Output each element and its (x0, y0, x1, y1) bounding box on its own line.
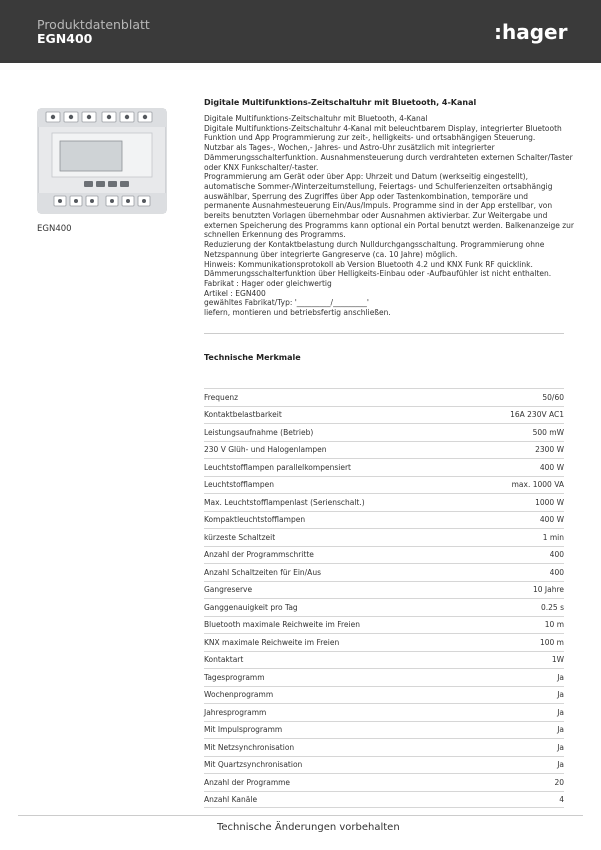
description-line: Hinweis: Kommunikationsprotokoll ab Version Bluetooth 4.2 und KNX Funk RF quicklink. (204, 259, 533, 269)
spec-label: Max. Leuchtstofflampenlast (Serienschalt.) (204, 497, 365, 507)
section-divider (204, 333, 564, 334)
description-line: auswählbar, Sperrung des Zugriffes über App oder Tastenkombination, temporäre und (204, 191, 529, 201)
spec-value: 50/60 (542, 392, 564, 402)
spec-value: Ja (557, 725, 564, 735)
spec-row (204, 703, 564, 721)
spec-label: Kompaktleuchtstofflampen (204, 515, 306, 525)
spec-row (204, 493, 564, 511)
spec-value: 1W (551, 655, 564, 665)
header-subtitle: Produktdatenblatt (37, 17, 150, 32)
header-title: EGN400 (37, 31, 93, 46)
spec-value: 4 (559, 794, 564, 804)
spec-label: Mit Quartzsynchronisation (204, 760, 303, 770)
description-title: Digitale Multifunktions-Zeitschaltuhr mit Bluetooth, 4-Kanal (204, 98, 477, 107)
description-line: Reduzierung der Kontaktbelastung durch Nulldurchgangsschaltung. Programmierung ohne (204, 240, 545, 250)
spec-row (204, 756, 564, 774)
description-line: Nutzbar als Tages-, Wochen,- Jahres- und Astro-Uhr zusätzlich mit integrierter (204, 143, 495, 153)
description-line: Dämmerungsschalterfunktion. Ausnahmensteuerung durch verdrahteten externen Schalter/Taster (204, 152, 573, 162)
description-line: bereits benutzten Vorlagen übernehmbar oder Ausnahmen aktivierbar. Zur Weitergabe und (204, 211, 548, 221)
product-caption: EGN400 (37, 224, 72, 234)
spec-label: Frequenz (204, 392, 239, 402)
technical-title: Technische Merkmale (204, 353, 301, 362)
spec-row (204, 528, 564, 546)
spec-label: Jahresprogramm (204, 707, 267, 717)
spec-value: 10 Jahre (532, 585, 564, 595)
spec-label: Bluetooth maximale Reichweite im Freien (204, 620, 360, 630)
spec-value: 1 min (542, 532, 564, 542)
description-line: Fabrikat : Hager oder gleichwertig (204, 278, 332, 288)
spec-row (204, 476, 564, 494)
description-line: liefern, montieren und betriebsfertig anschließen. (204, 308, 391, 318)
spec-label: Anzahl Kanäle (204, 794, 258, 804)
spec-row (204, 616, 564, 634)
product-description (204, 98, 574, 318)
spec-row (204, 773, 564, 791)
svg-text::hager: :hager (494, 20, 568, 44)
spec-value: Ja (557, 760, 564, 770)
description-line: Artikel : EGN400 (204, 288, 266, 298)
spec-value: Ja (557, 672, 564, 682)
spec-label: Leuchtstofflampen (204, 480, 274, 490)
spec-value: 400 (549, 567, 564, 577)
description-text (204, 114, 574, 318)
description-line: automatische Sommer-/Winterzeitumstellung, Feiertags- und Schulferienzeiten ortsabhängig (204, 181, 553, 191)
description-line: Programmierung am Gerät oder über App: Uhrzeit und Datum (werkseitig eingestellt), (204, 172, 528, 182)
footer-note: Technische Änderungen vorbehalten (217, 822, 400, 833)
spec-label: Anzahl der Programmschritte (204, 550, 314, 560)
spec-row (204, 423, 564, 441)
spec-label: Gangreserve (204, 585, 253, 595)
spec-value: 0.25 s (541, 602, 564, 612)
description-line: schnellen Erkennung des Programms. (204, 230, 346, 240)
spec-row (204, 651, 564, 669)
spec-value: 20 (554, 777, 564, 787)
spec-row (204, 388, 564, 406)
spec-row (204, 458, 564, 476)
description-line: gewähltes Fabrikat/Typ: '_________/_________' (204, 298, 369, 308)
spec-value: Ja (557, 707, 564, 717)
description-line: Funktion und App Programmierung zur zeit-, helligkeits- und ortsabhängigen Steuerung. (204, 133, 536, 143)
spec-label: Anzahl Schaltzeiten für Ein/Aus (204, 567, 321, 577)
spec-value: 2300 W (535, 445, 564, 455)
spec-row (204, 668, 564, 686)
spec-value: 500 mW (532, 427, 564, 437)
spec-row (204, 546, 564, 564)
spec-value: 16A 230V AC1 (510, 410, 564, 420)
spec-label: Anzahl der Programme (204, 777, 291, 787)
spec-row (204, 721, 564, 739)
spec-value: 100 m (539, 637, 564, 647)
spec-row (204, 563, 564, 581)
spec-value: 1000 W (535, 497, 564, 507)
footer-divider (18, 815, 583, 816)
spec-label: Leistungsaufnahme (Betrieb) (204, 427, 314, 437)
spec-label: Wochenprogramm (204, 690, 274, 700)
spec-label: 230 V Glüh- und Halogenlampen (204, 445, 327, 455)
spec-label: KNX maximale Reichweite im Freien (204, 637, 340, 647)
spec-row (204, 633, 564, 651)
spec-label: Mit Impulsprogramm (204, 725, 283, 735)
spec-row (204, 738, 564, 756)
spec-row (204, 686, 564, 704)
spec-value: 400 W (539, 462, 564, 472)
spec-label: Leuchtstofflampen parallelkompensiert (204, 462, 351, 472)
spec-value: 400 (549, 550, 564, 560)
description-line: externen Speicherung des Programms kann optional ein Portal benutzt werden. Balkenanzeige zur (204, 220, 574, 230)
hager-logo (494, 20, 568, 44)
page-header (0, 0, 601, 63)
description-line: Netzspannung über integrierte Gangreserve (ca. 10 Jahre) möglich. (204, 249, 458, 259)
description-line: Digitale Multifunktions-Zeitschaltuhr mit Bluetooth, 4-Kanal (204, 114, 428, 123)
spec-row (204, 581, 564, 599)
description-line: Dämmerungsschalterfunktion über Helligkeits-Einbau oder -Aufbaufühler ist nicht enthalten. (204, 269, 552, 279)
spec-row (204, 598, 564, 616)
spec-value: 10 m (544, 620, 564, 630)
spec-label: Ganggenauigkeit pro Tag (204, 602, 298, 612)
spec-label: Tagesprogramm (204, 672, 265, 682)
spec-row (204, 406, 564, 424)
description-line: Digitale Multifunktions-Zeitschaltuhr 4-Kanal mit beleuchtbarem Display, integrierter Bluetooth (204, 123, 562, 133)
description-line: oder KNX Funkschalter/-taster. (204, 162, 319, 172)
spec-label: Kontaktart (204, 655, 244, 665)
description-line: permanente Ausnahmesteuerung Ein/Aus/Impuls. Programme sind in der App erstellbar, von (204, 201, 553, 211)
spec-label: Kontaktbelastbarkeit (204, 410, 282, 420)
spec-row (204, 511, 564, 529)
spec-value: Ja (557, 742, 564, 752)
technical-spec-table (204, 388, 564, 808)
spec-row (204, 441, 564, 459)
spec-value: max. 1000 VA (511, 480, 564, 490)
spec-value: 400 W (539, 515, 564, 525)
spec-row (204, 791, 564, 809)
din-rail-timer-device-image (34, 97, 170, 219)
spec-label: Mit Netzsynchronisation (204, 742, 295, 752)
spec-value: Ja (557, 690, 564, 700)
spec-label: kürzeste Schaltzeit (204, 532, 276, 542)
